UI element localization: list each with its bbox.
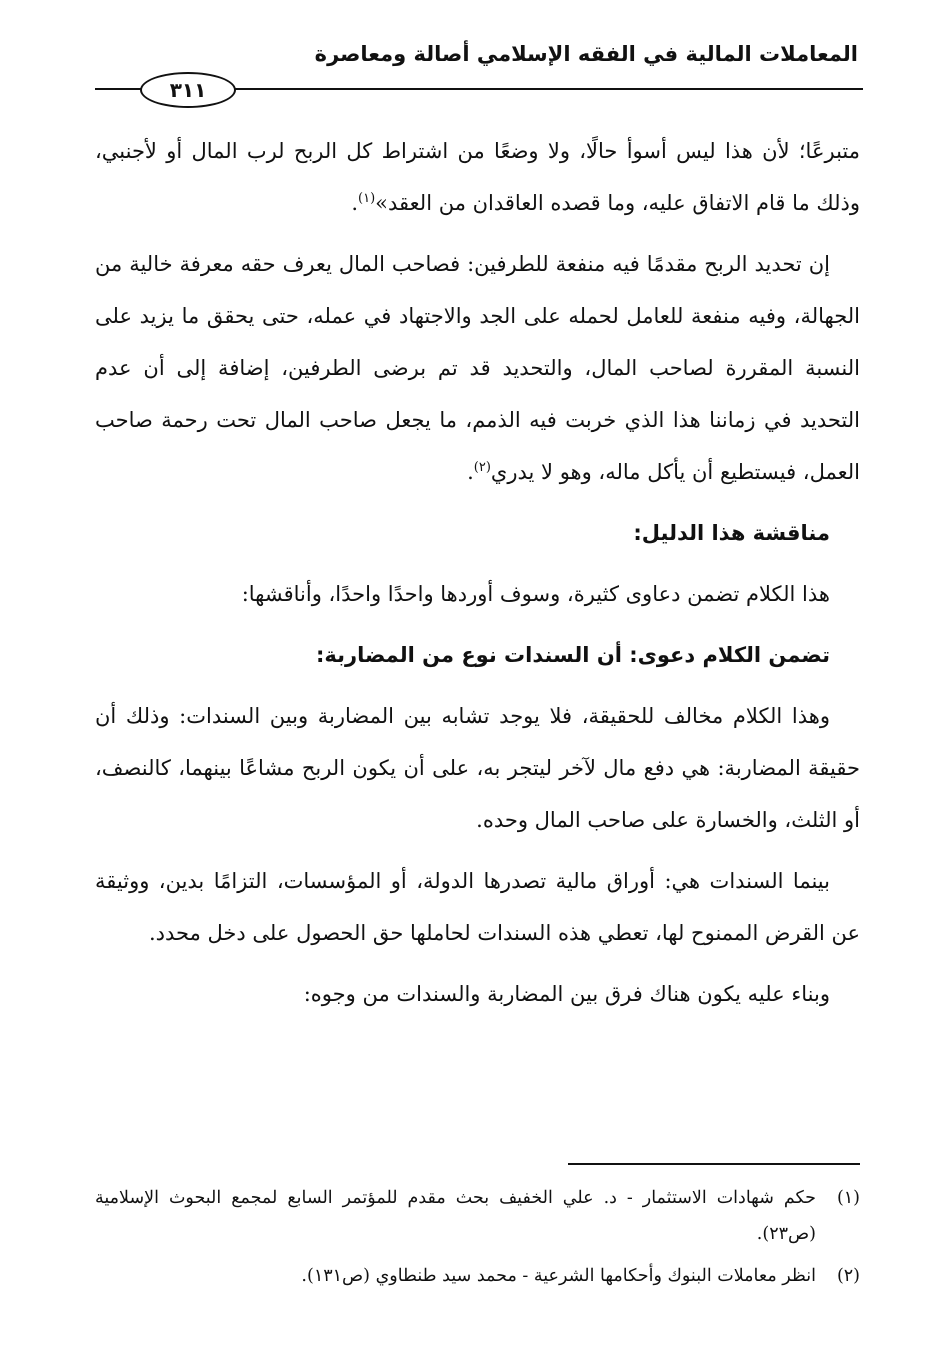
section-heading-discussion: مناقشة هذا الدليل: — [633, 521, 830, 545]
paragraph-6: وبناء عليه يكون هناك فرق بين المضاربة والسندات من وجوه: — [303, 982, 830, 1006]
paragraph-1-end: . — [351, 191, 359, 215]
footnote-1-text: حكم شهادات الاستثمار - د. علي الخفيف بحث مقدم للمؤتمر السابع لمجمع البحوث الإسلامية (ص٢٣). — [95, 1188, 816, 1244]
footnote-2-number: (٢) — [836, 1266, 860, 1286]
paragraph-1 — [95, 125, 860, 229]
footnotes — [95, 1180, 860, 1300]
footnote-separator — [568, 1163, 860, 1165]
paragraph-2-end: . — [467, 460, 474, 484]
page-number: ٣١١ — [140, 72, 236, 108]
paragraph-2 — [95, 238, 860, 498]
footnote-2 — [95, 1258, 860, 1294]
paragraph-4: وهذا الكلام مخالف للحقيقة، فلا يوجد تشابه بين المضاربة وبين السندات: وذلك أن حقيقة المضاربة: هي دفع مال لآخر ليتجر به، على أن يكون الربح مشاعًا بينهما، كالنصف، أو الثلث، والخسارة على صاحب المال وحده. — [95, 704, 860, 832]
footnote-2-text: انظر معاملات البنوك وأحكامها الشرعية - محمد سيد طنطاوي (ص١٣١). — [301, 1266, 816, 1286]
running-title: المعاملات المالية في الفقه الإسلامي أصالة ومعاصرة — [314, 42, 858, 66]
main-text — [95, 125, 860, 1029]
footnote-ref-2: (٢) — [473, 460, 491, 475]
paragraph-2-text: إن تحديد الربح مقدمًا فيه منفعة للطرفين: فصاحب المال يعرف حقه معرفة خالية من الجهالة، وفيه منفعة للعامل لحمله على الجد والاجتهاد في عمله، حتى يحقق ما يزيد على النسبة المقررة لصاحب المال، والتحديد قد تم برضى الطرفين، إضافة إلى أن عدم التحديد في زماننا هذا الذي خربت فيه الذمم، ما يجعل صاحب المال تحت رحمة صاحب العمل، فيستطيع أن يأكل ماله، وهو لا يدري — [95, 252, 860, 484]
paragraph-5: بينما السندات هي: أوراق مالية تصدرها الدولة، أو المؤسسات، التزامًا بدين، ووثيقة عن القرض الممنوح لها، تعطي هذه السندات لحاملها حق الحصول على دخل محدد. — [95, 869, 860, 945]
paragraph-1-text: متبرعًا؛ لأن هذا ليس أسوأ حالًا، ولا وضعًا من اشتراط كل الربح لرب المال أو لأجنبي، وذلك ما قام الاتفاق عليه، وما قصده العاقدان من العقد» — [95, 139, 860, 215]
footnote-1 — [95, 1180, 860, 1252]
footnote-ref-1: (١) — [358, 191, 376, 206]
paragraph-3: هذا الكلام تضمن دعاوى كثيرة، وسوف أوردها واحدًا واحدًا، وأناقشها: — [241, 582, 830, 606]
section-heading-claim: تضمن الكلام دعوى: أن السندات نوع من المضاربة: — [315, 643, 830, 667]
footnote-1-number: (١) — [836, 1188, 860, 1208]
